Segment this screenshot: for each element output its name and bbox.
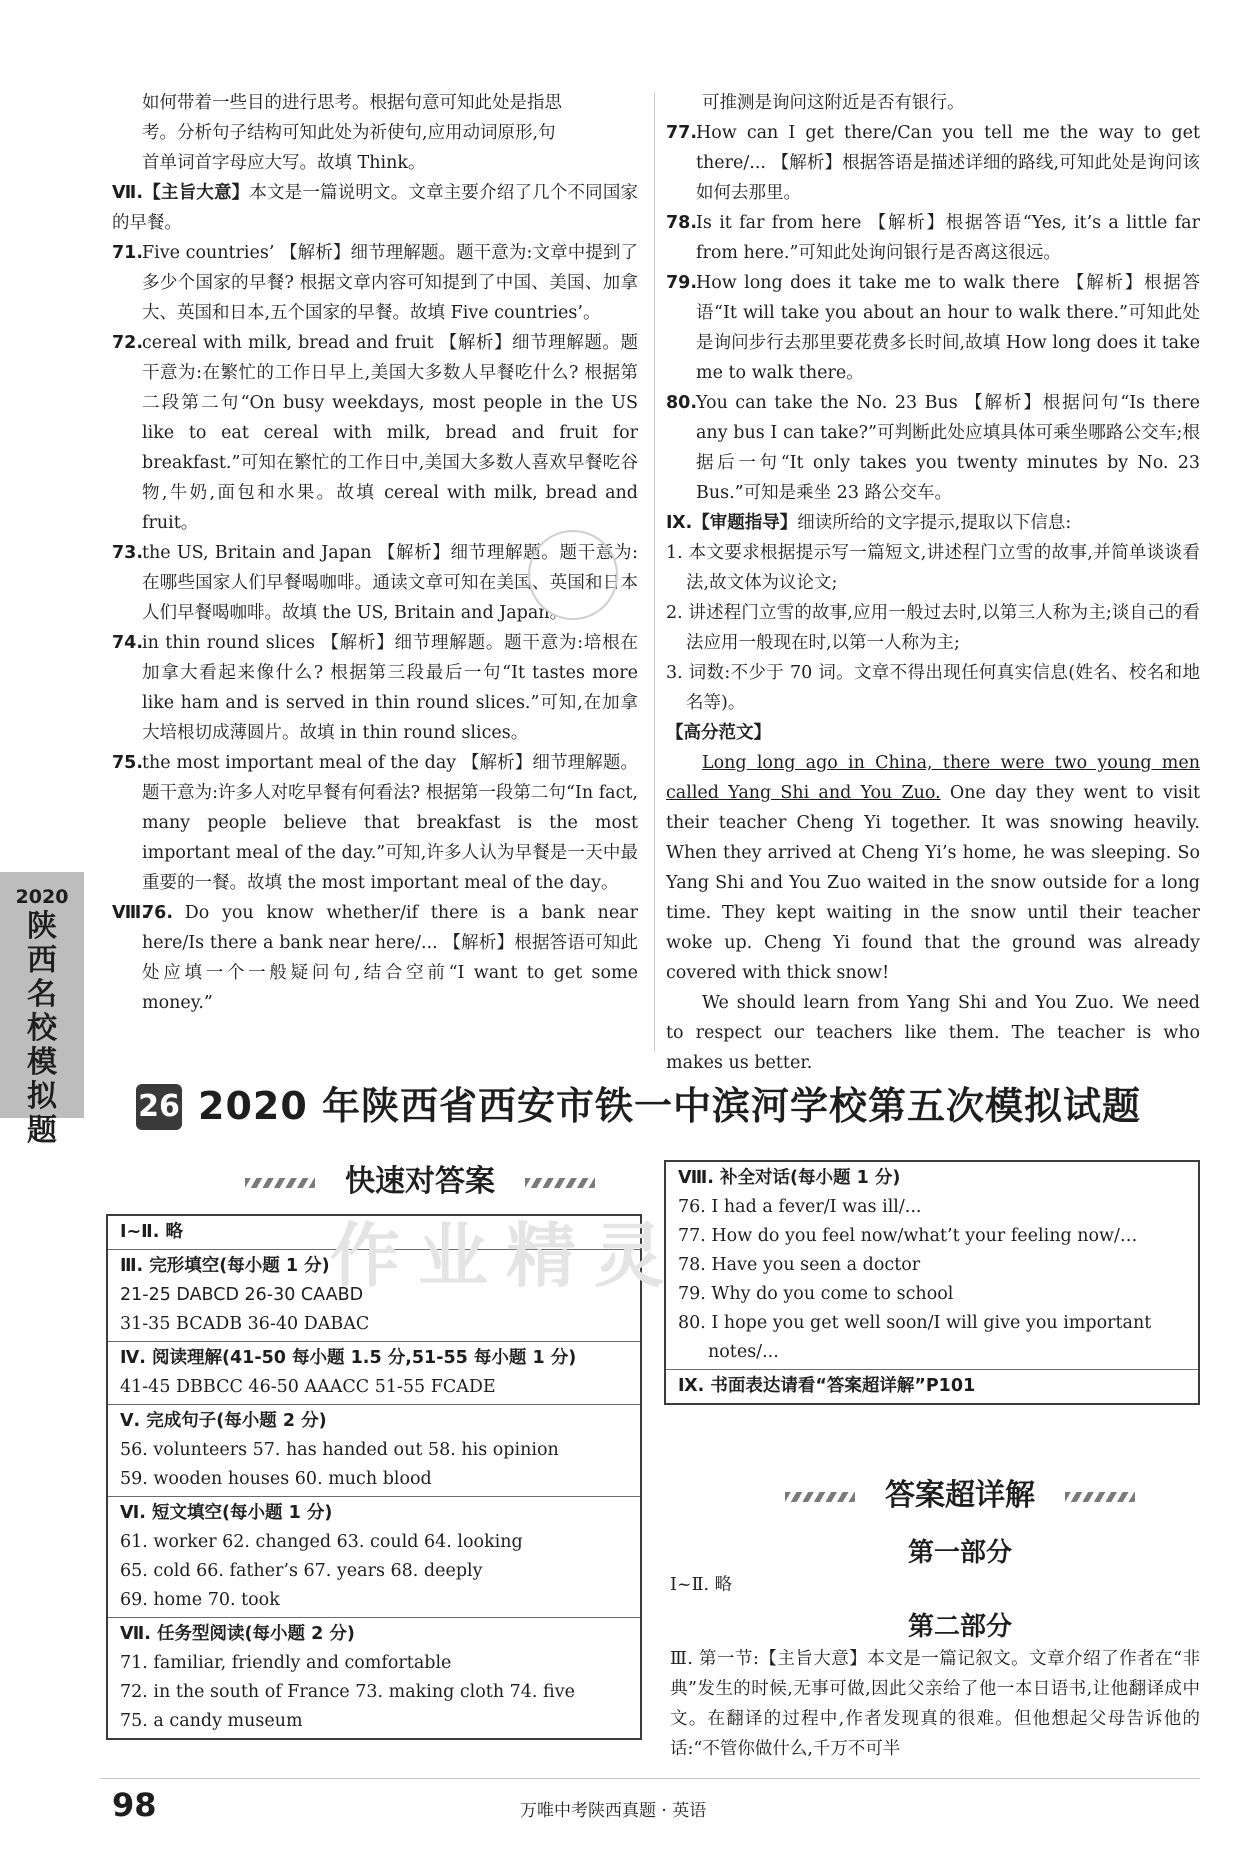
answer-item: 79.How long does it take me to walk there 【解析】根据答语“It will take you about an hour to walk there.”可知此处是询问步行去那里要花费多长时间,故填 How long does it take me to walk there。 — [666, 273, 1200, 383]
part-one-heading: 第一部分 — [907, 1538, 1012, 1568]
answer-section: Ⅴ. 完成句子(每小题 2 分) 56. volunteers 57. has handed out 58. his opinion 59. wooden houses 60. much blood — [108, 1405, 640, 1497]
intro-line: 考。分析句子结构可知此处为祈使句,应用动词原形,句 — [142, 123, 556, 143]
answer-section: Ⅰ~Ⅱ. 略 — [108, 1216, 640, 1250]
answer-box-right — [664, 1160, 1200, 1405]
decor-stripes — [1065, 1492, 1135, 1502]
answer-item: 73.the US, Britain and Japan 【解析】细节理解题。题干意为:在哪些国家人们早餐喝咖啡。通读文章可知在美国、英国和日本人们早餐喝咖啡。故填 the US, Britain and Japan。 — [112, 543, 638, 623]
answer-item: 71.Five countries’ 【解析】细节理解题。题干意为:文章中提到了多少个国家的早餐? 根据文章内容可知提到了中国、美国、加拿大、英国和日本,五个国家的早餐。故填 Five countries’。 — [112, 243, 638, 323]
paper-number-badge: 26 — [136, 1084, 182, 1130]
ix-point: 3. 词数:不少于 70 词。文章不得出现任何真实信息(姓名、校名和地名等)。 — [666, 663, 1200, 713]
answer-section: Ⅲ. 完形填空(每小题 1 分) 21-25 DABCD 26-30 CAABD 31-35 BCADB 36-40 DABAC — [108, 1250, 640, 1342]
answer-section: Ⅸ. 书面表达请看“答案超详解”P101 — [678, 1376, 976, 1396]
column-divider — [654, 92, 655, 1052]
ix-point: 2. 讲述程门立雪的故事,应用一般过去时,以第三人称为主;谈自己的看法应用一般现在时,以第一人称为主; — [666, 603, 1200, 653]
part-one-text: Ⅰ~Ⅱ. 略 — [670, 1575, 733, 1595]
footer-rule — [100, 1778, 1200, 1779]
model-essay-p1: Long long ago in China, there were two young men called Yang Shi and You Zuo. One day they went to visit their teacher Cheng Yi together. It was snowing heavily. When they arrived at Cheng Yi’s home, he was sleeping. So Yang Shi and You Zuo waited in the snow outside for a long time. They kept waiting in the snow until their teacher woke up. Cheng Yi found that the ground was already covered with thick snow! — [666, 753, 1200, 983]
side-tab-label: 陕 西 名 校 模 拟 题 — [27, 909, 57, 1148]
side-tab-year: 2020 — [15, 886, 69, 908]
answer-item: 78.Is it far from here 【解析】根据答语“Yes, it’s a little far from here.”可知此处询问银行是否离这很远。 — [666, 213, 1200, 263]
page-number: 98 — [112, 1786, 157, 1824]
section-vii: Ⅶ.【主旨大意】本文是一篇说明文。文章主要介绍了几个不同国家的早餐。 — [112, 183, 638, 233]
intro-line: 首单词首字母应大写。故填 Think。 — [142, 153, 426, 173]
stamp-mark — [528, 530, 618, 620]
decor-stripes — [525, 1178, 595, 1188]
detail-heading: 答案超详解 — [720, 1476, 1200, 1516]
quick-answer-heading: 快速对答案 — [180, 1162, 660, 1202]
paper-title: 2020 年陕西省西安市铁一中滨河学校第五次模拟试题 — [198, 1084, 1141, 1128]
section-ix: Ⅸ.【审题指导】细读所给的文字提示,提取以下信息: — [666, 513, 1072, 533]
answer-item: 77.How can I get there/Can you tell me the way to get there/... 【解析】根据答语是描述详细的路线,可知此处是询问该如何去那里。 — [666, 123, 1200, 203]
model-essay-label: 【高分范文】 — [666, 723, 771, 743]
ix-point: 1. 本文要求根据提示写一篇短文,讲述程门立雪的故事,并简单谈谈看法,故文体为议论文; — [666, 543, 1200, 593]
answer-section: Ⅶ. 任务型阅读(每小题 2 分) 71. familiar, friendly and comfortable 72. in the south of France 73. making cloth 74. five 75. a candy museum — [120, 1624, 575, 1731]
watermark: 作业精灵 — [330, 1215, 682, 1297]
model-essay-p2: We should learn from Yang Shi and You Zuo. We need to respect our teachers like them. The teacher is who makes us better. — [666, 993, 1200, 1073]
decor-stripes — [245, 1178, 315, 1188]
part-two-heading: 第二部分 — [907, 1612, 1012, 1642]
answer-item: 74.in thin round slices 【解析】细节理解题。题干意为:培根在加拿大看起来像什么? 根据第三段最后一句“It tastes more like ham and is served in thin round slices.”可知,在加拿大培根切成薄圆片。故填 in thin round slices。 — [112, 633, 638, 743]
decor-stripes — [785, 1492, 855, 1502]
answer-item: 80.You can take the No. 23 Bus 【解析】根据问句“Is there any bus I can take?”可判断此处应填具体可乘坐哪路公交车;根据后一句“It only takes you twenty minutes by No. 23 Bus.”可知是乘坐 23 路公交车。 — [666, 393, 1200, 503]
answer-section: Ⅷ. 补全对话(每小题 1 分) 76. I had a fever/I was ill/... 77. How do you feel now/what’t your feeling now/… 78. Have you seen a doctor 79. Why do you come to school 80. I hope you get well soon/I will give you important notes/... — [666, 1162, 1198, 1370]
continued-line: 可推测是询问这附近是否有银行。 — [702, 93, 965, 113]
right-column — [666, 88, 1200, 1078]
part-two-text: Ⅲ. 第一节:【主旨大意】本文是一篇记叙文。文章介绍了作者在“非典”发生的时候,无事可做,因此父亲给了他一本日语书,让他翻译成中文。在翻译的过程中,作者发现真的很难。但他想起父母告诉他的话:“不管你做什么,千万不可半 — [670, 1649, 1200, 1759]
answer-item-76: Ⅷ.76. Do you know whether/if there is a bank near here/Is there a bank near here/... 【解析】根据答语可知此处应填一个一般疑问句,结合空前“I want to get some money.” — [112, 903, 638, 1013]
footer-text: 万唯中考陕西真题 · 英语 — [520, 1801, 707, 1821]
side-tab — [0, 872, 84, 1148]
answer-section: Ⅵ. 短文填空(每小题 1 分) 61. worker 62. changed 63. could 64. looking 65. cold 66. father’s 67. years 68. deeply 69. home 70. took — [108, 1497, 640, 1618]
answer-item: 75.the most important meal of the day 【解析】细节理解题。题干意为:许多人对吃早餐有何看法? 根据第一段第二句“In fact, many people believe that breakfast is the most important meal of the day.”可知,许多人认为早餐是一天中最重要的一餐。故填 the most important meal of the day。 — [112, 753, 638, 893]
answer-section: Ⅳ. 阅读理解(41-50 每小题 1.5 分,51-55 每小题 1 分) 41-45 DBBCC 46-50 AAACC 51-55 FCADE — [108, 1342, 640, 1405]
answer-item: 72.cereal with milk, bread and fruit 【解析】细节理解题。题干意为:在繁忙的工作日早上,美国大多数人早餐吃什么? 根据第二段第二句“On busy weekdays, most people in the US like to eat cereal with milk, bread and fruit for breakfast.”可知在繁忙的工作日中,美国大多数人喜欢早餐吃谷物,牛奶,面包和水果。故填 cereal with milk, bread and fruit。 — [112, 333, 638, 533]
intro-line: 如何带着一些目的进行思考。根据句意可知此处是指思 — [142, 93, 562, 113]
